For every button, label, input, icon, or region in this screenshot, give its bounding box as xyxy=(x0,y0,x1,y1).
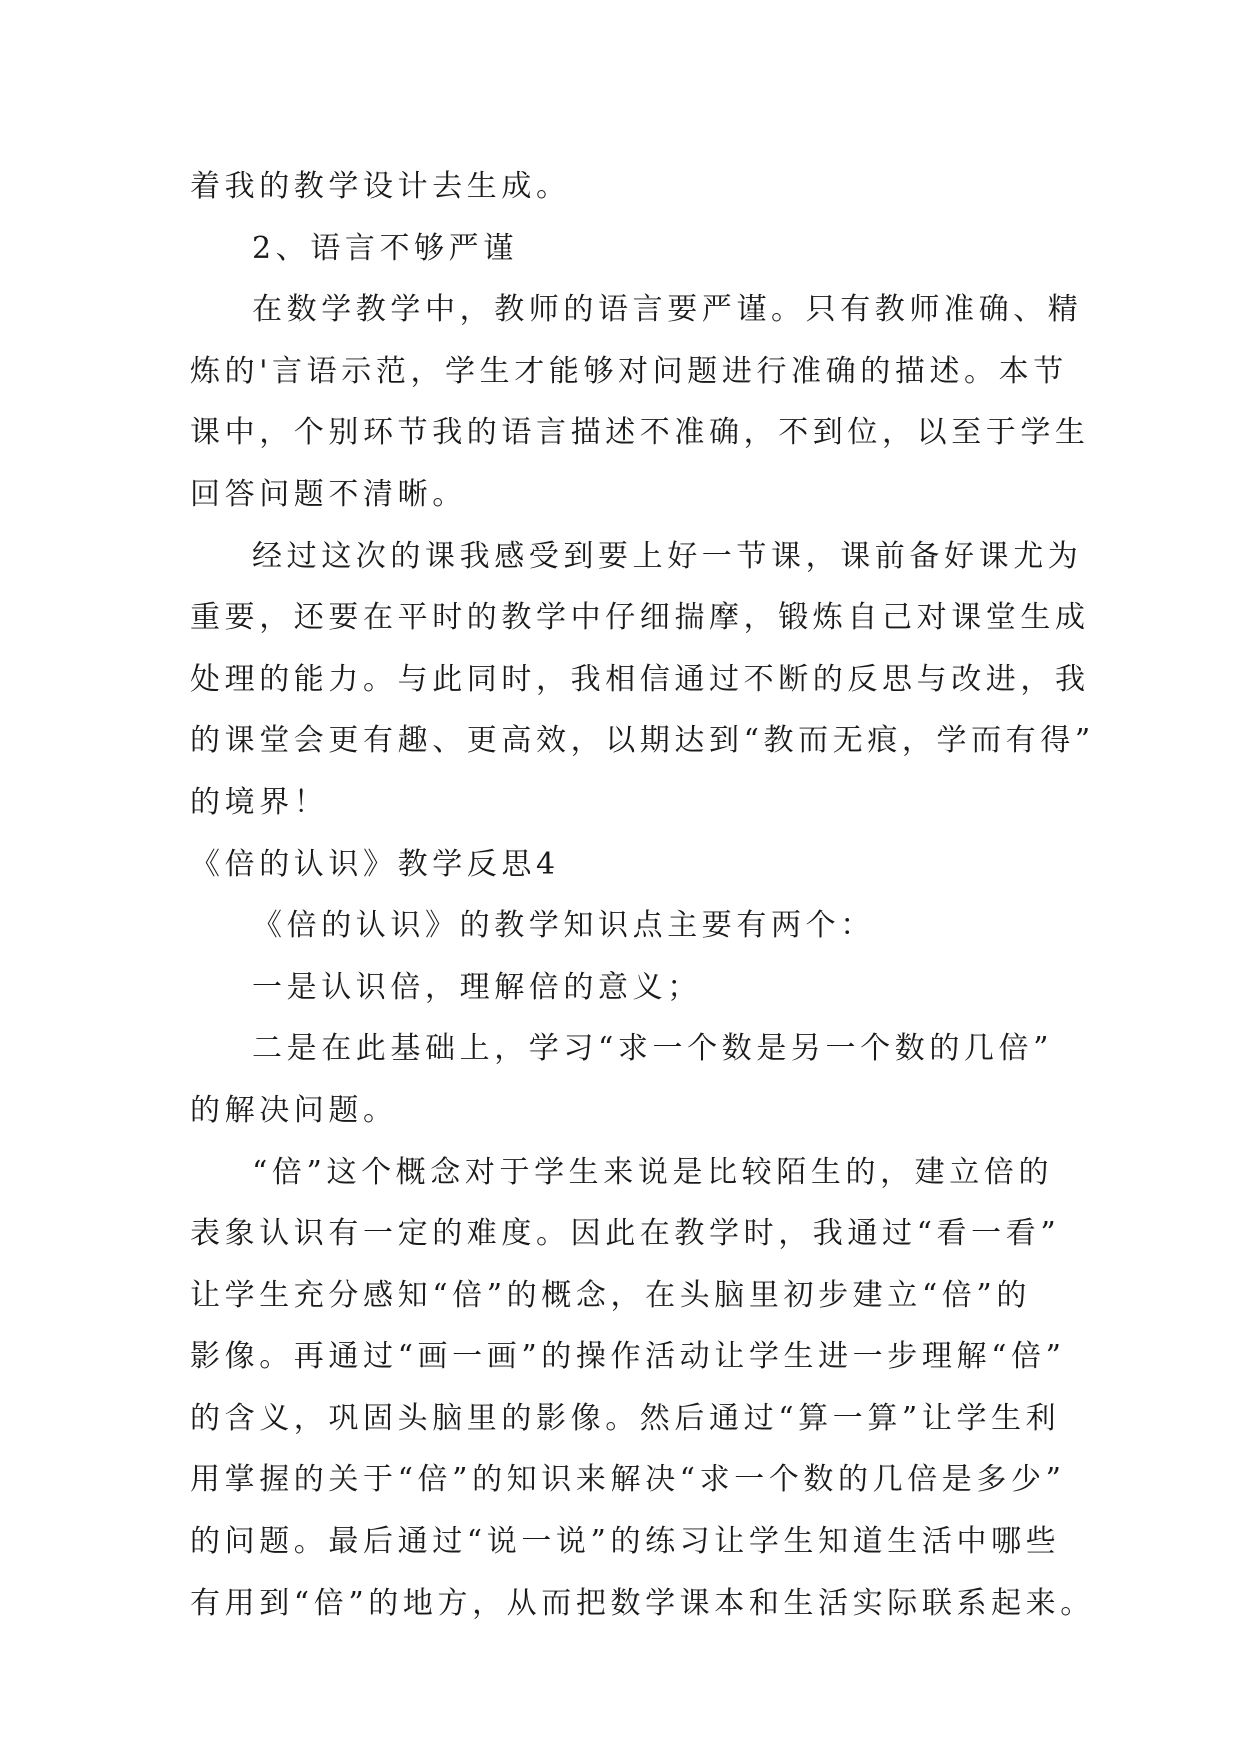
text-line: 课中，个别环节我的语言描述不准确，不到位，以至于学生 xyxy=(190,415,1090,451)
text-line: 一是认识倍，理解倍的意义； xyxy=(252,969,702,1005)
text-line: 的课堂会更有趣、更高效，以期达到“教而无痕，学而有得” xyxy=(190,723,1095,759)
text-line: 《倍的认识》教学反思4 xyxy=(190,846,560,882)
text-line: 处理的能力。与此同时，我相信通过不断的反思与改进，我 xyxy=(190,661,1090,697)
document-body xyxy=(190,156,1095,1634)
text-line: 的境界！ xyxy=(190,784,329,820)
text-line: “倍”这个概念对于学生来说是比较陌生的，建立倍的 xyxy=(252,1154,1054,1190)
text-line: 重要，还要在平时的教学中仔细揣摩，锻炼自己对课堂生成 xyxy=(190,600,1090,636)
text-line: 的含义，巩固头脑里的影像。然后通过“算一算”让学生利 xyxy=(190,1400,1061,1436)
text-line: 二是在此基础上，学习“求一个数是另一个数的几倍” xyxy=(252,1031,1054,1067)
text-line: 炼的'言语示范，学生才能够对问题进行准确的描述。本节 xyxy=(190,353,1068,389)
text-line: 2、语言不够严谨 xyxy=(252,230,518,266)
text-line: 用掌握的关于“倍”的知识来解决“求一个数的几倍是多少” xyxy=(190,1462,1066,1498)
text-line: 《倍的认识》的教学知识点主要有两个： xyxy=(252,908,875,944)
text-line: 的解决问题。 xyxy=(190,1092,398,1128)
text-line: 有用到“倍”的地方，从而把数学课本和生活实际联系起来。 xyxy=(190,1585,1095,1621)
text-line: 在数学教学中，教师的语言要严谨。只有教师准确、精 xyxy=(252,292,1083,328)
text-line: 着我的教学设计去生成。 xyxy=(190,169,571,204)
text-line: 表象认识有一定的难度。因此在教学时，我通过“看一看” xyxy=(190,1216,1061,1252)
text-line: 影像。再通过“画一画”的操作活动让学生进一步理解“倍” xyxy=(190,1339,1066,1375)
text-line: 经过这次的课我感受到要上好一节课，课前备好课尤为 xyxy=(252,538,1083,574)
text-line: 回答问题不清晰。 xyxy=(190,476,467,512)
text-line: 的问题。最后通过“说一说”的练习让学生知道生活中哪些 xyxy=(190,1524,1061,1560)
text-line: 让学生充分感知“倍”的概念，在头脑里初步建立“倍”的 xyxy=(190,1277,1031,1313)
